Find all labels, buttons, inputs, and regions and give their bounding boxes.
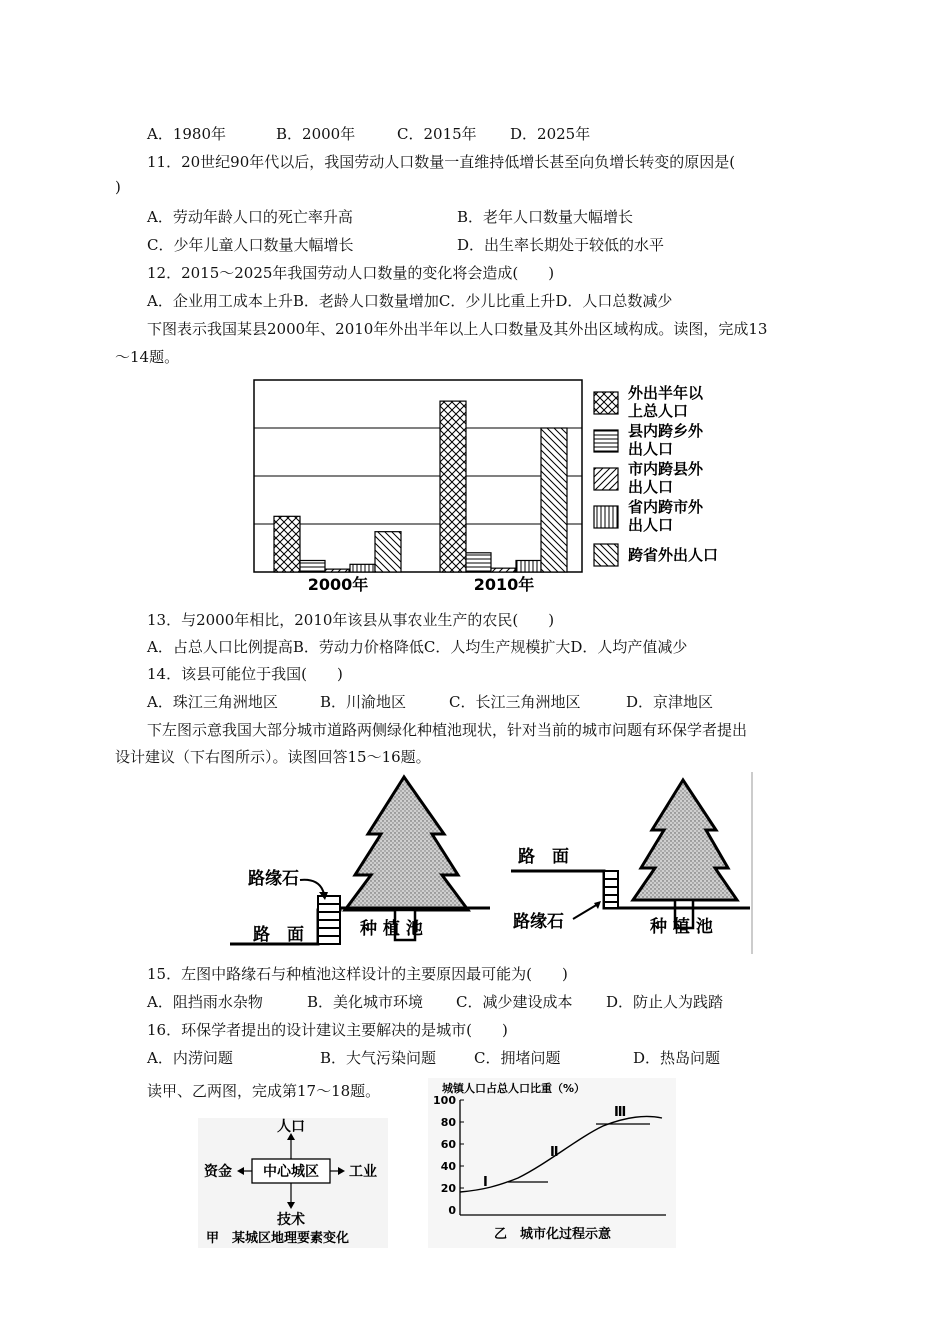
bar-0-4 bbox=[375, 532, 401, 572]
intro-13-14-line1: 下图表示我国某县2000年、2010年外出半年以上人口数量及其外出区域构成。读图，完成13 bbox=[147, 320, 768, 338]
q14-stem: 14．该县可能位于我国( ) bbox=[147, 665, 343, 683]
yi-tick-60: 60 bbox=[440, 1138, 456, 1151]
legend-label: 出人口 bbox=[628, 516, 674, 534]
bar-1-4 bbox=[541, 428, 567, 572]
legend-label: 省内跨市外 bbox=[628, 498, 704, 516]
q13-stem: 13．与2000年相比，2010年该县从事农业生产的农民( ) bbox=[147, 611, 555, 629]
q15-option-a: A．阻挡雨水杂物 bbox=[147, 993, 263, 1011]
figure-jia bbox=[198, 1118, 388, 1248]
jia-bottom: 技术 bbox=[277, 1212, 305, 1228]
x-tick-label: 2000年 bbox=[307, 575, 369, 594]
right-curb-label: 路缘石 bbox=[513, 912, 564, 932]
yi-tick-80: 80 bbox=[440, 1116, 456, 1129]
planting-pit-figure bbox=[218, 772, 758, 957]
bar-0-2 bbox=[325, 569, 349, 572]
q11-stem: 11．20世纪90年代以后，我国劳动人口数量一直维持低增长甚至向负增长转变的原因是( bbox=[147, 153, 736, 171]
legend-swatch bbox=[594, 468, 618, 490]
q16-option-d: D．热岛问题 bbox=[633, 1049, 721, 1067]
yi-stage-1: Ⅰ bbox=[483, 1175, 488, 1190]
legend-label: 外出半年以 bbox=[628, 384, 704, 402]
q10-option-a: A．1980年 bbox=[147, 125, 227, 143]
bar-0-3 bbox=[350, 564, 375, 572]
q16-option-a: A．内涝问题 bbox=[147, 1049, 233, 1067]
q15-stem: 15．左图中路缘石与种植池这样设计的主要原因最可能为( ) bbox=[147, 965, 568, 983]
q14-option-a: A．珠江三角洲地区 bbox=[147, 693, 278, 711]
intro-15-16-line1: 下左图示意我国大部分城市道路两侧绿化种植池现状，针对当前的城市问题有环保学者提出 bbox=[147, 721, 748, 739]
yi-stage-2: Ⅱ bbox=[550, 1145, 559, 1160]
legend-label: 出人口 bbox=[628, 440, 674, 458]
jia-left: 资金 bbox=[204, 1164, 232, 1180]
q10-option-b: B．2000年 bbox=[276, 125, 356, 143]
q10-option-d: D．2025年 bbox=[510, 125, 591, 143]
figure-yi bbox=[428, 1078, 676, 1248]
right-pit-label: 种 植 池 bbox=[650, 917, 713, 937]
yi-caption: 乙 城市化过程示意 bbox=[494, 1227, 612, 1242]
yi-title: 城镇人口占总人口比重（%） bbox=[442, 1082, 586, 1095]
q11-option-d: D．出生率长期处于较低的水平 bbox=[457, 236, 665, 254]
population-bar-chart bbox=[252, 378, 742, 598]
left-tree-icon bbox=[345, 777, 468, 940]
legend-swatch bbox=[594, 506, 618, 528]
jia-top: 人口 bbox=[277, 1119, 305, 1135]
yi-stage-3: Ⅲ bbox=[614, 1105, 627, 1120]
yi-tick-0: 0 bbox=[448, 1204, 456, 1217]
left-curb-label: 路缘石 bbox=[248, 869, 299, 889]
intro-15-16-line2: 设计建议（下右图所示）。读图回答15～16题。 bbox=[115, 748, 431, 766]
right-road-label: 路 面 bbox=[518, 847, 569, 867]
right-tree-icon bbox=[633, 780, 737, 928]
q16-stem: 16．环保学者提出的设计建议主要解决的是城市( ) bbox=[147, 1021, 508, 1039]
left-road-label: 路 面 bbox=[253, 925, 304, 945]
q11-option-c: C．少年儿童人口数量大幅增长 bbox=[147, 236, 354, 254]
legend-label: 市内跨县外 bbox=[628, 460, 704, 478]
intro-17-18: 读甲、乙两图，完成第17～18题。 bbox=[147, 1082, 381, 1100]
q14-option-c: C．长江三角洲地区 bbox=[449, 693, 581, 711]
bar-1-3 bbox=[516, 560, 541, 572]
q11-option-b: B．老年人口数量大幅增长 bbox=[457, 208, 634, 226]
bar-0-0 bbox=[274, 516, 300, 572]
left-pit-label: 种 植 池 bbox=[360, 919, 423, 939]
bar-1-1 bbox=[466, 553, 491, 572]
q10-option-c: C．2015年 bbox=[397, 125, 477, 143]
bar-1-2 bbox=[491, 568, 515, 572]
q14-option-d: D．京津地区 bbox=[626, 693, 714, 711]
x-tick-label: 2010年 bbox=[473, 575, 535, 594]
q16-option-c: C．拥堵问题 bbox=[474, 1049, 561, 1067]
bar-1-0 bbox=[440, 401, 466, 572]
legend-label: 出人口 bbox=[628, 478, 674, 496]
intro-13-14-line2: ～14题。 bbox=[115, 348, 180, 366]
yi-tick-100: 100 bbox=[433, 1094, 456, 1107]
q13-options: A．占总人口比例提高B．劳动力价格降低C．人均生产规模扩大D．人均产值减少 bbox=[147, 638, 688, 656]
q14-option-b: B．川渝地区 bbox=[320, 693, 407, 711]
legend-swatch bbox=[594, 392, 618, 414]
jia-right: 工业 bbox=[349, 1164, 377, 1180]
legend-swatch bbox=[594, 544, 618, 566]
q16-option-b: B．大气污染问题 bbox=[320, 1049, 437, 1067]
q15-option-c: C．减少建设成本 bbox=[456, 993, 573, 1011]
yi-tick-20: 20 bbox=[440, 1182, 456, 1195]
yi-tick-40: 40 bbox=[440, 1160, 456, 1173]
q11-option-a: A．劳动年龄人口的死亡率升高 bbox=[147, 208, 353, 226]
legend-label: 县内跨乡外 bbox=[628, 422, 704, 440]
q12-options: A．企业用工成本上升B．老龄人口数量增加C．少儿比重上升D．人口总数减少 bbox=[147, 292, 673, 310]
legend-label: 跨省外出人口 bbox=[628, 546, 719, 564]
q11-stem-tail: ) bbox=[115, 178, 121, 196]
legend-label: 上总人口 bbox=[628, 402, 689, 420]
jia-center: 中心城区 bbox=[263, 1164, 319, 1180]
bar-0-1 bbox=[300, 560, 325, 572]
q15-option-d: D．防止人为践踏 bbox=[606, 993, 724, 1011]
q15-option-b: B．美化城市环境 bbox=[307, 993, 424, 1011]
jia-caption: 甲 某城区地理要素变化 bbox=[206, 1231, 350, 1246]
q12-stem: 12．2015～2025年我国劳动人口数量的变化将会造成( ) bbox=[147, 264, 555, 282]
legend-swatch bbox=[594, 430, 618, 452]
